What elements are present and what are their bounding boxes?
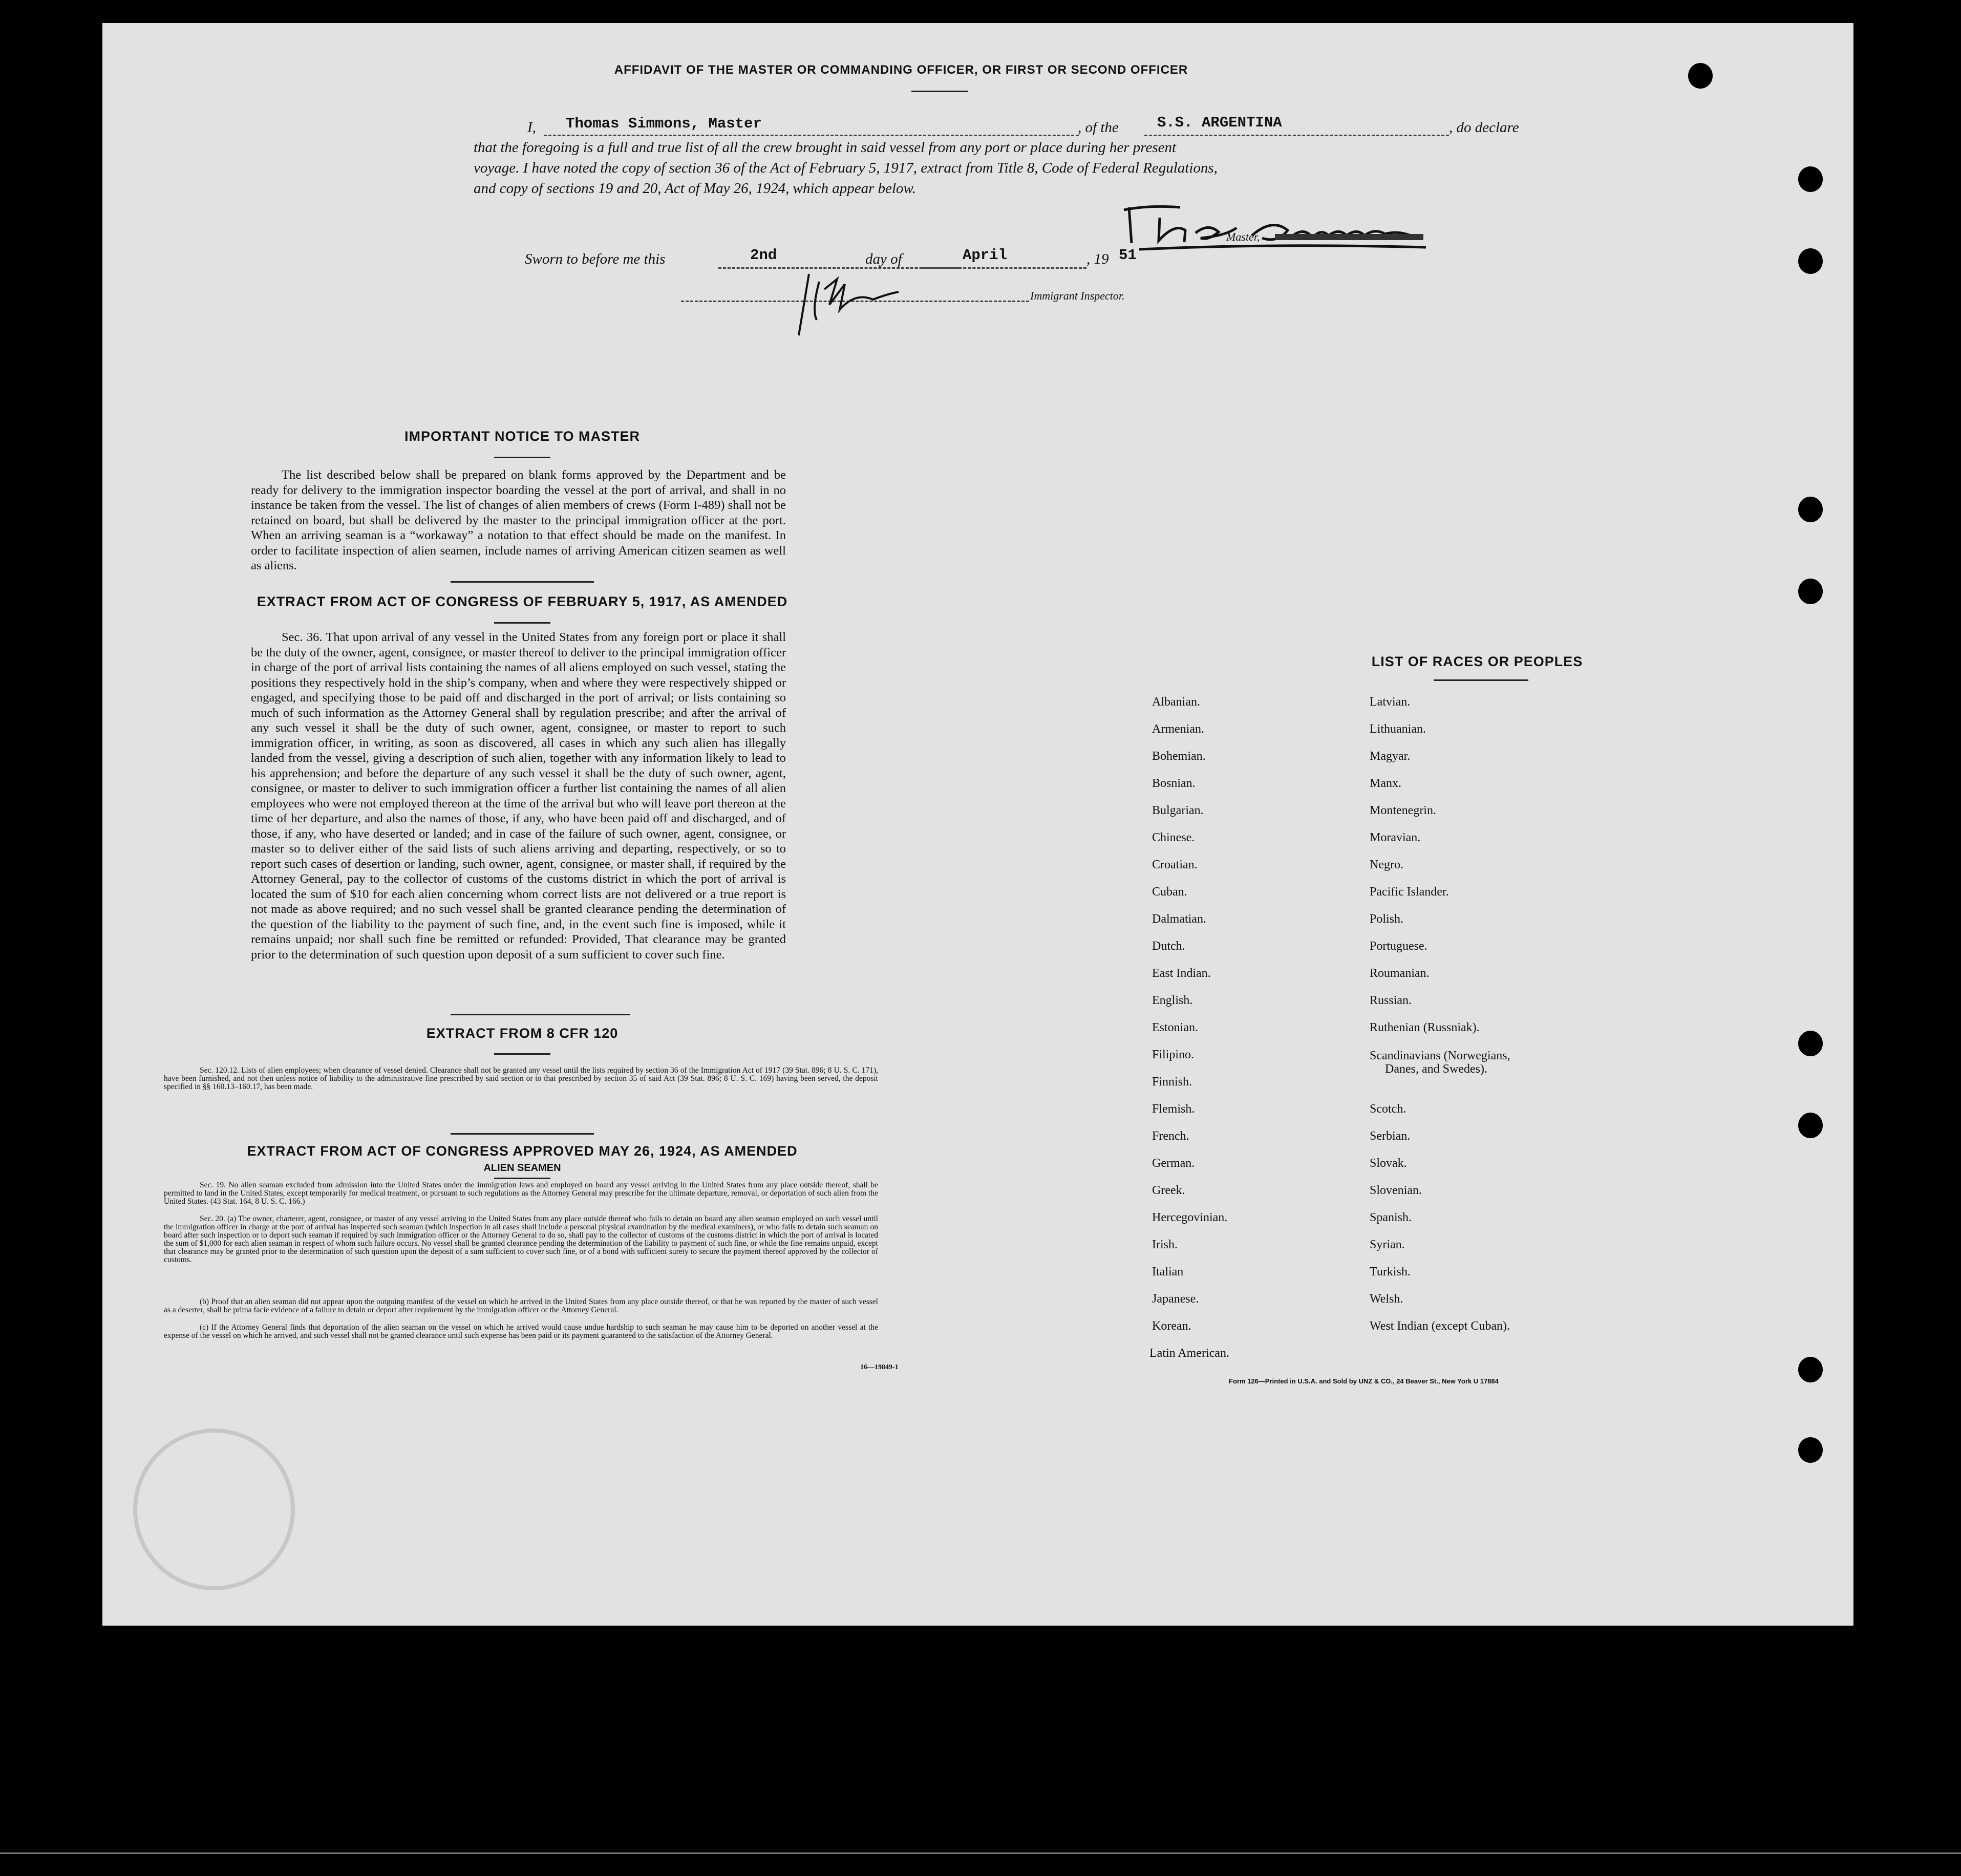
notice-rule xyxy=(494,457,550,458)
notice-body: The list described below shall be prepared on blank forms approved by the Department and be ready for delivery to the immigration inspector boarding the vessel at the port of arrival, and shall in no instance be taken from the vessel. The list of changes of alien members of crews (Form I-489) shall not be retained on board, but shall be delivered by the master to the principal immigration officer at the port. When an arriving seaman is a “workaway” a notation to that effect should be made on the manifest. In order to facilitate inspection of alien seamen, include names of arriving American citizen seamen as well as aliens. xyxy=(251,468,786,572)
race-item: Slovak. xyxy=(1370,1157,1407,1170)
race-item: Chinese. xyxy=(1152,831,1195,844)
vessel-line xyxy=(1144,135,1449,136)
race-item: Montenegrin. xyxy=(1370,804,1436,817)
binder-hole xyxy=(1798,166,1823,192)
race-item: Estonian. xyxy=(1152,1021,1198,1034)
sec-19: Sec. 19. No alien seaman excluded from admission into the United States under the immigration laws and employed on board any vessel arriving in the United States from any place outside thereof, shall be permitted to land in the United States, except temporarily for medical treatment, or pursuant to such regulations as the Attorney General may prescribe for the ultimate departure, removal, or deportation of such alien from the United States. (43 Stat. 164, 8 U. S. C. 166.) xyxy=(164,1181,878,1206)
race-item: German. xyxy=(1152,1157,1195,1170)
race-item: Cuban. xyxy=(1152,885,1187,899)
extract-1917-end-rule xyxy=(451,1014,630,1015)
sworn-label: Sworn to before me this xyxy=(525,251,666,267)
race-item: Hercegovinian. xyxy=(1152,1211,1228,1224)
race-item: Serbian. xyxy=(1370,1129,1411,1143)
i-label: I, xyxy=(527,119,536,136)
sec-20a: Sec. 20. (a) The owner, charterer, agent, consignee, or master of any vessel arriving in the United States from any place outside thereof who fails to detain on board any alien seaman employed on such vessel until the immigration officer in charge at the port of arrival has inspected such seaman (which inspection in all cases shall include a personal physical examination by the medical examiners), or who fails to detain such seaman on board after such inspection or to deport such seaman if required by such immigration officer or the Attorney General to do so, shall pay to the collector of customs of the customs district in which the port of arrival is located the sum of $1,000 for each alien seaman in respect of whom such failure occurs. No vessel shall be granted clearance pending the determination of the liability to payment of such fine, or while the fine remains unpaid, except that clearance may be granted prior to the determination of such question upon the deposit of a sum sufficient to cover such fine, or of a bond with sufficient surety to secure the payment thereof approved by the collector of customs. xyxy=(164,1214,878,1264)
binder-hole xyxy=(1798,1031,1823,1056)
notice-end-rule xyxy=(451,581,594,583)
extract-1924-title: EXTRACT FROM ACT OF CONGRESS APPROVED MAY 26, 1924, AS AMENDED xyxy=(247,1143,798,1159)
inspector-label: Immigrant Inspector. xyxy=(1030,289,1125,302)
inspector-signature xyxy=(788,264,906,340)
sworn-month: April xyxy=(963,247,1008,264)
race-item: Scotch. xyxy=(1370,1102,1406,1116)
binder-hole xyxy=(1688,63,1713,89)
race-item: Roumanian. xyxy=(1370,967,1430,980)
year-prefix: , 19 xyxy=(1086,251,1109,267)
race-item: Polish. xyxy=(1370,912,1404,926)
day-of-label: day of xyxy=(865,251,902,267)
binder-hole xyxy=(1798,248,1823,274)
race-item: Japanese. xyxy=(1152,1292,1199,1306)
race-item: Slovenian. xyxy=(1370,1184,1422,1197)
race-item: Irish. xyxy=(1152,1238,1178,1251)
race-item: Turkish. xyxy=(1370,1265,1411,1278)
race-item: Lithuanian. xyxy=(1370,722,1426,736)
cfr-body: Sec. 120.12. Lists of alien employees; when clearance of vessel denied. Clearance shall not be granted any vessel until the lists required by section 36 of the Immigration Act of 1917 (39 Stat. 896; 8 U. S. C. 171), have been furnished, and not then unless notice of liability to the administrative fine prescribed by said section or to that prescribed by section 35 of said Act (39 Stat. 896; 8 U. S. C. 169) having been served, the deposit specified in §§ 160.13–160.17, has been made. xyxy=(164,1066,878,1091)
declarant-line xyxy=(544,135,1079,136)
struck-out-title xyxy=(1275,234,1423,240)
race-item: Scandinavians (Norwegians, xyxy=(1370,1049,1510,1062)
races-rule xyxy=(1434,679,1528,681)
races-title: LIST OF RACES OR PEOPLES xyxy=(1371,654,1583,669)
race-item: Dutch. xyxy=(1152,940,1185,953)
race-item: Welsh. xyxy=(1370,1292,1403,1306)
race-item: Ruthenian (Russniak). xyxy=(1370,1021,1480,1034)
binder-hole xyxy=(1798,1357,1823,1382)
binder-hole xyxy=(1798,1437,1823,1463)
year-suffix: 51 xyxy=(1119,247,1137,264)
affidavit-line-2: that the foregoing is a full and true list of all the crew brought in said vessel from any port or place during her present xyxy=(474,139,1177,156)
race-item: French. xyxy=(1152,1129,1189,1143)
race-item: Moravian. xyxy=(1370,831,1421,844)
binder-hole xyxy=(1798,1113,1823,1138)
do-declare-label: , do declare xyxy=(1449,119,1519,136)
extract-1924-rule xyxy=(494,1178,550,1179)
binder-hole xyxy=(1798,497,1823,522)
extract-1917-title: EXTRACT FROM ACT OF CONGRESS OF FEBRUARY 5, 1917, AS AMENDED xyxy=(257,594,788,609)
race-item: Albanian. xyxy=(1152,695,1200,709)
race-item: Dalmatian. xyxy=(1152,912,1206,926)
binder-hole xyxy=(1798,579,1823,604)
scanner-edge xyxy=(0,1852,1961,1854)
form-footer: Form 126—Printed in U.S.A. and Sold by UNZ & CO., 24 Beaver St., New York U 17884 xyxy=(1229,1377,1499,1385)
cfr-rule xyxy=(494,1053,550,1055)
race-item: East Indian. xyxy=(1152,967,1211,980)
master-label: Master, xyxy=(1226,230,1260,243)
race-item: Bulgarian. xyxy=(1152,804,1204,817)
race-item: Croatian. xyxy=(1152,858,1198,871)
race-item: Armenian. xyxy=(1152,722,1204,736)
sec-20b: (b) Proof that an alien seaman did not appear upon the outgoing manifest of the vessel on which he arrived in the United States from any place outside thereof, or that he was reported by the master of such vessel as a deserter, shall be prima facie evidence of a failure to detain or deport after requirement by the immigration officer or the Attorney General. xyxy=(164,1297,878,1314)
race-item: Negro. xyxy=(1370,858,1403,871)
sworn-day: 2nd xyxy=(750,247,777,264)
race-item: Flemish. xyxy=(1152,1102,1195,1116)
seal-stamp xyxy=(133,1429,295,1590)
race-item: Pacific Islander. xyxy=(1370,885,1449,899)
sec-20c: (c) If the Attorney General finds that deportation of the alien seaman on the vessel on which he arrived would cause undue hardship to such seaman he may cause him to be deported on another vessel at the expense of the vessel on which he arrived, and such vessel shall not be granted clearance until such expense has been paid or its payment guaranteed to the satisfaction of the Attorney General. xyxy=(164,1323,878,1340)
cfr-end-rule xyxy=(451,1133,594,1135)
affidavit-line-3: voyage. I have noted the copy of section 36 of the Act of February 5, 1917, extract from Title 8, Code of Federal Regulations, xyxy=(474,160,1218,176)
declarant-name: Thomas Simmons, Master xyxy=(566,115,762,132)
alien-seamen-subtitle: ALIEN SEAMEN xyxy=(483,1162,561,1174)
race-item: Latvian. xyxy=(1370,695,1411,709)
race-item: English. xyxy=(1152,994,1193,1007)
cfr-title: EXTRACT FROM 8 CFR 120 xyxy=(426,1026,619,1041)
form-code: 16—19849-1 xyxy=(860,1363,899,1371)
race-item: Portuguese. xyxy=(1370,940,1427,953)
vessel-name: S.S. ARGENTINA xyxy=(1157,114,1282,131)
race-item: Magyar. xyxy=(1370,750,1411,763)
race-item: Latin American. xyxy=(1149,1347,1229,1360)
race-item: Russian. xyxy=(1370,994,1412,1007)
of-the-label: , of the xyxy=(1078,119,1119,136)
master-signature xyxy=(1119,187,1436,264)
race-item: Syrian. xyxy=(1370,1238,1405,1251)
affidavit-title: AFFIDAVIT OF THE MASTER OR COMMANDING OFFICER, OR FIRST OR SECOND OFFICER xyxy=(614,63,1188,77)
race-item: Filipino. xyxy=(1152,1048,1195,1061)
extract-1917-body: Sec. 36. That upon arrival of any vessel in the United States from any foreign port or place it shall be the duty of the owner, agent, consignee, or master thereof to deliver to the principal immigration officer in charge of the port of arrival lists containing the names of all aliens employed on such vessel, stating the positions they respectively hold in the ship’s company, when and where they were respectively shipped or engaged, and specifying those to be paid off and discharged in the port of arrival; or lists containing so much of such information as the Attorney General shall by regulation prescribe; and after the arrival of any such vessel it shall be the duty of such owner, agent, consignee, or master to report to such immigration officer, in writing, as soon as discovered, all cases in which any such alien has illegally landed from the vessel, giving a description of such alien, together with any information likely to lead to his apprehension; and before the departure of any such vessel it shall be the duty of such owner, agent, consignee, or master to deliver to such immigration officer a further list containing the names of all alien employees who were not employed thereon at the time of the arrival but who will leave port thereon at the time of her departure, and also the names of those, if any, who have been paid off and discharged, and of those, if any, who have deserted or landed; and in case of the failure of such owner, agent, consignee, or master so to deliver either of the said lists of such aliens arriving and departing, respectively, or so to report such cases of desertion or landing, such owner, agent, consignee, or master shall, if required by the Attorney General, pay to the collector of customs of the customs district in which the port of arrival is located the sum of $10 for each alien concerning whom correct lists are not delivered or a true report is not made as above required; and no such vessel shall be granted clearance pending the determination of the question of the liability to the payment of such fine, and, in the event such fine is imposed, while it remains unpaid; nor shall such fine be remitted or refunded: Provided, That clearance may be granted prior to the determination of such question upon deposit of a sum sufficient to cover such fine. xyxy=(251,630,786,962)
race-item: Bosnian. xyxy=(1152,777,1196,790)
sworn-month-line xyxy=(922,267,1086,269)
race-item: Bohemian. xyxy=(1152,750,1206,763)
race-item: Manx. xyxy=(1370,777,1401,790)
extract-1917-rule xyxy=(494,622,550,624)
affidavit-line-4: and copy of sections 19 and 20, Act of May 26, 1924, which appear below. xyxy=(474,180,916,197)
race-item: Danes, and Swedes). xyxy=(1385,1062,1487,1076)
race-item: Finnish. xyxy=(1152,1075,1192,1089)
race-item: Spanish. xyxy=(1370,1211,1412,1224)
race-item: Greek. xyxy=(1152,1184,1185,1197)
race-item: West Indian (except Cuban). xyxy=(1370,1319,1510,1333)
race-item: Korean. xyxy=(1152,1319,1191,1333)
document-page xyxy=(102,23,1853,1626)
notice-title: IMPORTANT NOTICE TO MASTER xyxy=(404,429,640,444)
title-rule xyxy=(911,91,968,92)
race-item: Italian xyxy=(1152,1265,1184,1278)
